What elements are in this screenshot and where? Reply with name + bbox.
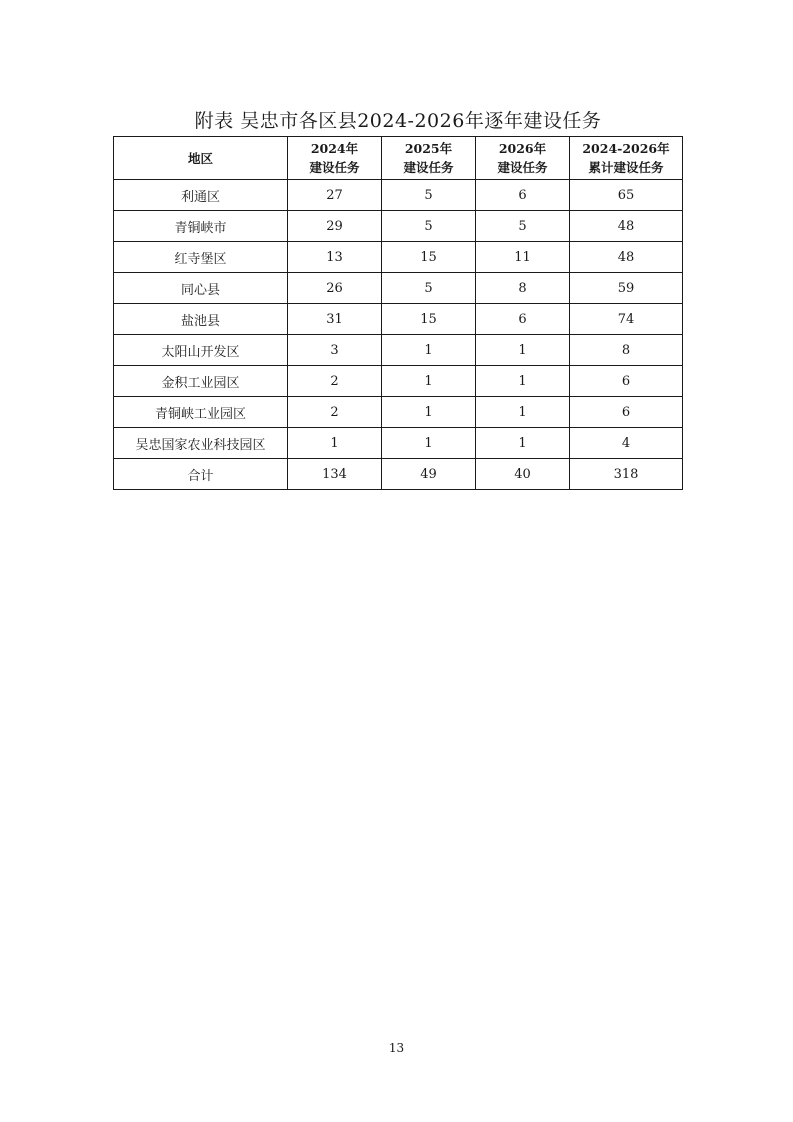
- cell-2024: 29: [288, 211, 382, 242]
- header-2024-label: 建设任务: [309, 160, 360, 175]
- header-total: [570, 137, 683, 180]
- cell-2024: 26: [288, 273, 382, 304]
- cell-2024: 27: [288, 180, 382, 211]
- cell-region: 吴忠国家农业科技园区: [114, 428, 288, 459]
- header-2024-year: 2024年: [310, 141, 359, 156]
- cell-region: 红寺堡区: [114, 242, 288, 273]
- header-2026-year: 2026年: [498, 141, 547, 156]
- cell-2024: 134: [288, 459, 382, 490]
- table-row: [114, 428, 683, 459]
- cell-2025: 5: [382, 211, 476, 242]
- cell-total: 318: [570, 459, 683, 490]
- cell-total: 4: [570, 428, 683, 459]
- cell-2026: 1: [476, 428, 570, 459]
- table-row: [114, 366, 683, 397]
- cell-2026: 40: [476, 459, 570, 490]
- cell-2024: 2: [288, 366, 382, 397]
- cell-region: 盐池县: [114, 304, 288, 335]
- cell-2025: 1: [382, 335, 476, 366]
- cell-total: 48: [570, 211, 683, 242]
- cell-total: 6: [570, 397, 683, 428]
- cell-2025: 5: [382, 180, 476, 211]
- table-row: [114, 335, 683, 366]
- table-row: [114, 397, 683, 428]
- table-header-row: [114, 137, 683, 180]
- construction-tasks-table: [113, 136, 683, 490]
- cell-2025: 49: [382, 459, 476, 490]
- cell-2025: 15: [382, 304, 476, 335]
- page-number: 13: [388, 1041, 405, 1055]
- cell-region: 太阳山开发区: [114, 335, 288, 366]
- cell-2025: 1: [382, 428, 476, 459]
- header-2026: [476, 137, 570, 180]
- cell-2024: 13: [288, 242, 382, 273]
- cell-total: 59: [570, 273, 683, 304]
- cell-region: 利通区: [114, 180, 288, 211]
- cell-region: 青铜峡市: [114, 211, 288, 242]
- header-total-label: 累计建设任务: [588, 160, 664, 175]
- cell-2026: 1: [476, 397, 570, 428]
- table-row: [114, 211, 683, 242]
- cell-2025: 1: [382, 397, 476, 428]
- cell-region: 金积工业园区: [114, 366, 288, 397]
- cell-region: 合计: [114, 459, 288, 490]
- cell-2025: 15: [382, 242, 476, 273]
- table-title: 附表 吴忠市各区县2024-2026年逐年建设任务: [194, 110, 602, 132]
- header-2026-label: 建设任务: [497, 160, 548, 175]
- table-row: [114, 304, 683, 335]
- cell-2026: 8: [476, 273, 570, 304]
- header-2024: [288, 137, 382, 180]
- cell-2025: 5: [382, 273, 476, 304]
- header-region-label: 地区: [187, 150, 213, 166]
- cell-region: 青铜峡工业园区: [114, 397, 288, 428]
- cell-2026: 6: [476, 180, 570, 211]
- cell-total: 48: [570, 242, 683, 273]
- cell-2024: 2: [288, 397, 382, 428]
- cell-region: 同心县: [114, 273, 288, 304]
- header-region: [114, 137, 288, 180]
- cell-2025: 1: [382, 366, 476, 397]
- cell-total: 65: [570, 180, 683, 211]
- header-2025-label: 建设任务: [403, 160, 454, 175]
- table-row: [114, 180, 683, 211]
- table-row: [114, 242, 683, 273]
- header-total-years: 2024-2026年: [582, 141, 670, 156]
- table-total-row: [114, 459, 683, 490]
- header-2025-year: 2025年: [404, 141, 453, 156]
- cell-2026: 5: [476, 211, 570, 242]
- cell-2026: 1: [476, 335, 570, 366]
- cell-total: 8: [570, 335, 683, 366]
- cell-2026: 1: [476, 366, 570, 397]
- cell-total: 74: [570, 304, 683, 335]
- cell-2026: 6: [476, 304, 570, 335]
- header-2025: [382, 137, 476, 180]
- cell-2024: 31: [288, 304, 382, 335]
- table-row: [114, 273, 683, 304]
- cell-2026: 11: [476, 242, 570, 273]
- cell-2024: 1: [288, 428, 382, 459]
- cell-2024: 3: [288, 335, 382, 366]
- cell-total: 6: [570, 366, 683, 397]
